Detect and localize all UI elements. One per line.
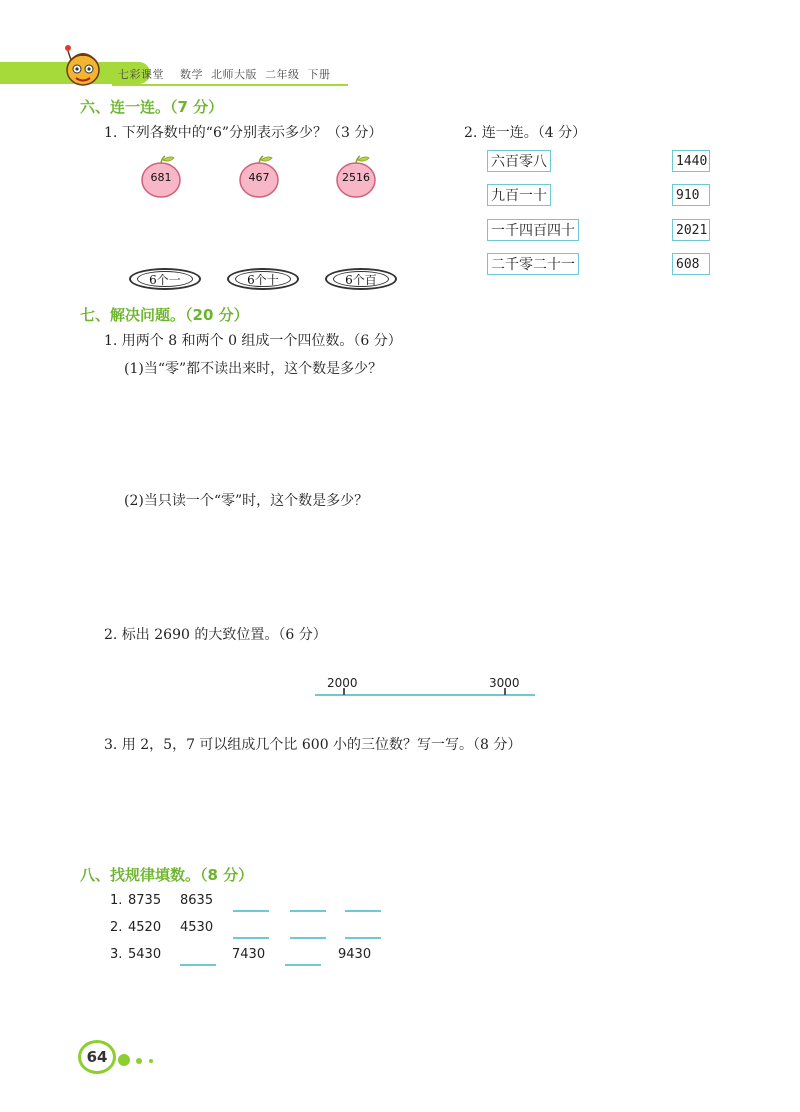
option-label: 6个一	[137, 271, 193, 287]
pattern-value: 7430	[232, 947, 266, 962]
s6-q1-prompt: 1. 下列各数中的“6”分别表示多少？（3 分）	[104, 125, 383, 141]
match-left-item[interactable]: 二千零二十一	[487, 253, 579, 275]
s7-q1-sub2: (2)当只读一个“零”时，这个数是多少？	[124, 493, 369, 509]
option-label: 6个百	[333, 271, 389, 287]
apple-number: 681	[150, 171, 172, 184]
apple-item[interactable]	[236, 154, 282, 200]
page-number: 64	[78, 1040, 116, 1074]
pattern-value: 4520	[128, 920, 162, 935]
answer-blank[interactable]	[345, 910, 381, 912]
decor-dot	[118, 1054, 130, 1066]
answer-blank[interactable]	[180, 964, 216, 966]
pattern-row-label: 1.	[110, 893, 123, 908]
section-6-title: 六、连一连。（7 分）	[80, 98, 224, 116]
s7-q1-sub1: (1)当“零”都不读出来时，这个数是多少？	[124, 361, 383, 377]
s7-q3-prompt: 3. 用 2，5，7 可以组成几个比 600 小的三位数？写一写。（8 分）	[104, 737, 522, 753]
answer-blank[interactable]	[233, 910, 269, 912]
pattern-value: 4530	[180, 920, 214, 935]
decor-dot	[136, 1058, 142, 1064]
match-right-item[interactable]: 910	[672, 184, 710, 206]
match-left-item[interactable]: 九百一十	[487, 184, 551, 206]
decor-dot	[149, 1059, 153, 1063]
answer-blank[interactable]	[233, 937, 269, 939]
s7-q1-prompt: 1. 用两个 8 和两个 0 组成一个四位数。（6 分）	[104, 333, 402, 349]
section-7-title: 七、解决问题。（20 分）	[80, 306, 249, 324]
apple-number: 2516	[342, 171, 370, 184]
place-value-option[interactable]	[325, 268, 397, 290]
pattern-row-label: 3.	[110, 947, 123, 962]
answer-blank[interactable]	[290, 910, 326, 912]
mascot-icon	[58, 40, 108, 90]
answer-blank[interactable]	[285, 964, 321, 966]
pattern-value: 8735	[128, 893, 162, 908]
number-line-label: 3000	[489, 676, 520, 690]
match-right-item[interactable]: 1440	[672, 150, 710, 172]
pattern-value: 5430	[128, 947, 162, 962]
apple-item[interactable]	[333, 154, 379, 200]
header-rule	[112, 84, 348, 86]
match-left-item[interactable]: 六百零八	[487, 150, 551, 172]
match-right-item[interactable]: 608	[672, 253, 710, 275]
answer-blank[interactable]	[290, 937, 326, 939]
answer-blank[interactable]	[345, 937, 381, 939]
header-text: 七彩课堂 数学 北师大版 二年级 下册	[118, 68, 331, 81]
s6-q2-prompt: 2. 连一连。（4 分）	[464, 125, 587, 141]
s7-q2-prompt: 2. 标出 2690 的大致位置。（6 分）	[104, 627, 327, 643]
apple-item[interactable]	[138, 154, 184, 200]
match-left-item[interactable]: 一千四百四十	[487, 219, 579, 241]
pattern-value: 8635	[180, 893, 214, 908]
pattern-value: 9430	[338, 947, 372, 962]
pattern-row-label: 2.	[110, 920, 123, 935]
match-right-item[interactable]: 2021	[672, 219, 710, 241]
apple-number: 467	[248, 171, 270, 184]
number-line[interactable]	[315, 694, 535, 696]
number-line-label: 2000	[327, 676, 358, 690]
section-8-title: 八、找规律填数。（8 分）	[80, 866, 254, 884]
place-value-option[interactable]	[129, 268, 201, 290]
place-value-option[interactable]	[227, 268, 299, 290]
option-label: 6个十	[235, 271, 291, 287]
